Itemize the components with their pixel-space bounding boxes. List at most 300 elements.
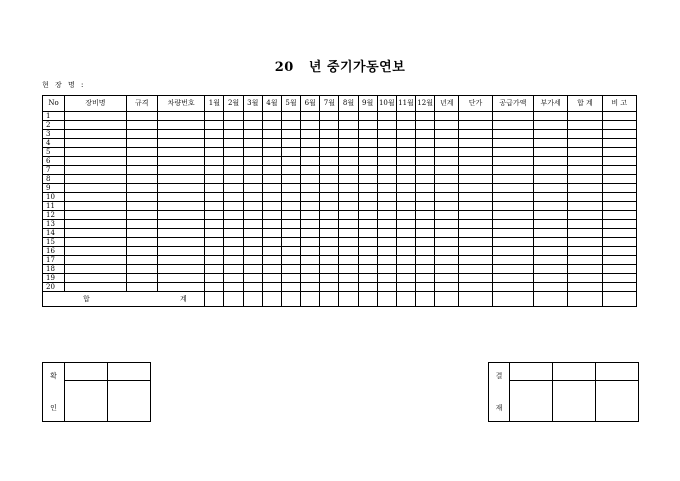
table-cell[interactable] [281,175,300,184]
table-cell[interactable] [243,184,262,193]
table-cell[interactable] [492,121,533,130]
table-cell[interactable] [377,283,396,292]
table-cell[interactable] [205,229,224,238]
table-cell[interactable] [320,202,339,211]
table-cell[interactable] [243,283,262,292]
table-cell[interactable] [243,157,262,166]
table-cell[interactable] [602,121,636,130]
approval-title-cell[interactable] [553,363,596,381]
table-cell[interactable] [320,148,339,157]
table-cell[interactable] [602,220,636,229]
table-cell[interactable] [301,274,320,283]
table-cell[interactable] [459,184,492,193]
table-cell[interactable] [157,112,204,121]
table-cell[interactable] [339,247,358,256]
table-cell[interactable] [602,229,636,238]
table-cell[interactable] [492,247,533,256]
table-cell[interactable] [301,175,320,184]
table-cell[interactable] [262,193,281,202]
table-cell[interactable] [459,283,492,292]
table-cell[interactable] [224,121,243,130]
table-cell[interactable] [568,166,602,175]
table-cell[interactable] [416,247,435,256]
table-cell[interactable] [262,229,281,238]
table-cell[interactable] [126,256,157,265]
table-cell[interactable] [224,220,243,229]
table-cell[interactable] [377,256,396,265]
table-cell[interactable] [281,283,300,292]
table-cell[interactable] [243,220,262,229]
table-cell[interactable] [534,130,568,139]
table-cell[interactable] [377,274,396,283]
table-cell[interactable] [157,265,204,274]
table-cell[interactable] [301,193,320,202]
table-cell[interactable] [602,247,636,256]
table-cell[interactable] [339,148,358,157]
table-cell[interactable] [301,130,320,139]
table-cell[interactable] [568,220,602,229]
table-cell[interactable] [301,247,320,256]
table-cell[interactable] [224,229,243,238]
table-cell[interactable] [126,274,157,283]
table-cell[interactable] [157,148,204,157]
table-cell[interactable] [534,193,568,202]
table-cell[interactable] [224,256,243,265]
table-cell[interactable] [396,229,415,238]
table-cell[interactable] [602,148,636,157]
confirm-title-cell[interactable] [108,363,151,381]
table-cell[interactable] [126,112,157,121]
table-cell[interactable] [435,184,459,193]
table-cell[interactable] [396,139,415,148]
table-cell[interactable] [435,202,459,211]
table-cell[interactable] [396,166,415,175]
table-cell[interactable] [126,184,157,193]
table-cell[interactable] [320,139,339,148]
table-cell[interactable] [358,184,377,193]
table-cell[interactable] [492,238,533,247]
table-cell[interactable] [157,193,204,202]
total-cell[interactable] [281,292,300,307]
table-cell[interactable] [224,112,243,121]
table-cell[interactable] [157,166,204,175]
table-cell[interactable] [65,265,127,274]
table-cell[interactable] [492,283,533,292]
table-cell[interactable] [416,220,435,229]
table-cell[interactable] [262,211,281,220]
table-cell[interactable] [243,130,262,139]
table-cell[interactable] [358,274,377,283]
table-cell[interactable] [243,265,262,274]
table-cell[interactable] [416,256,435,265]
confirm-sign-cell[interactable] [108,381,151,422]
table-cell[interactable] [358,112,377,121]
table-cell[interactable] [339,175,358,184]
table-cell[interactable] [320,211,339,220]
table-cell[interactable] [396,256,415,265]
table-cell[interactable] [224,265,243,274]
table-cell[interactable] [262,283,281,292]
table-cell[interactable] [126,121,157,130]
table-cell[interactable] [435,175,459,184]
table-cell[interactable] [435,238,459,247]
table-cell[interactable] [205,166,224,175]
table-cell[interactable] [459,193,492,202]
total-cell[interactable] [339,292,358,307]
table-cell[interactable] [339,238,358,247]
table-cell[interactable] [358,265,377,274]
table-cell[interactable] [126,148,157,157]
table-cell[interactable] [262,175,281,184]
table-cell[interactable] [435,130,459,139]
table-cell[interactable] [459,121,492,130]
table-cell[interactable] [358,247,377,256]
table-cell[interactable] [339,256,358,265]
table-cell[interactable] [157,184,204,193]
table-cell[interactable] [262,265,281,274]
table-cell[interactable] [358,211,377,220]
table-cell[interactable] [65,184,127,193]
table-cell[interactable] [339,112,358,121]
table-cell[interactable] [568,247,602,256]
table-cell[interactable] [243,202,262,211]
table-cell[interactable] [126,157,157,166]
table-cell[interactable] [281,166,300,175]
table-cell[interactable] [377,166,396,175]
table-cell[interactable] [459,175,492,184]
table-cell[interactable] [65,166,127,175]
table-cell[interactable] [205,283,224,292]
table-cell[interactable] [126,247,157,256]
table-cell[interactable] [435,121,459,130]
table-cell[interactable] [224,157,243,166]
approval-sign-cell[interactable] [553,381,596,422]
table-cell[interactable] [320,121,339,130]
table-cell[interactable] [377,121,396,130]
table-cell[interactable] [492,112,533,121]
table-cell[interactable] [65,202,127,211]
table-cell[interactable] [301,121,320,130]
table-cell[interactable] [281,139,300,148]
table-cell[interactable] [339,211,358,220]
table-cell[interactable] [126,202,157,211]
table-cell[interactable] [435,211,459,220]
table-cell[interactable] [416,184,435,193]
confirm-title-cell[interactable] [65,363,108,381]
table-cell[interactable] [396,238,415,247]
table-cell[interactable] [224,211,243,220]
table-cell[interactable] [243,211,262,220]
table-cell[interactable] [243,121,262,130]
table-cell[interactable] [126,211,157,220]
table-cell[interactable] [416,139,435,148]
table-cell[interactable] [301,220,320,229]
table-cell[interactable] [301,184,320,193]
table-cell[interactable] [339,220,358,229]
table-cell[interactable] [435,166,459,175]
table-cell[interactable] [320,220,339,229]
table-cell[interactable] [205,202,224,211]
table-cell[interactable] [224,130,243,139]
table-cell[interactable] [320,247,339,256]
total-cell[interactable] [396,292,415,307]
table-cell[interactable] [281,157,300,166]
table-cell[interactable] [301,112,320,121]
table-cell[interactable] [396,148,415,157]
total-cell[interactable] [243,292,262,307]
table-cell[interactable] [65,283,127,292]
approval-title-cell[interactable] [596,363,639,381]
table-cell[interactable] [157,256,204,265]
table-cell[interactable] [492,256,533,265]
table-cell[interactable] [568,211,602,220]
table-cell[interactable] [377,175,396,184]
table-cell[interactable] [339,202,358,211]
table-cell[interactable] [377,211,396,220]
table-cell[interactable] [157,283,204,292]
table-cell[interactable] [602,238,636,247]
table-cell[interactable] [224,283,243,292]
table-cell[interactable] [416,148,435,157]
total-cell[interactable] [377,292,396,307]
table-cell[interactable] [320,112,339,121]
approval-title-cell[interactable] [510,363,553,381]
table-cell[interactable] [243,175,262,184]
table-cell[interactable] [205,139,224,148]
table-cell[interactable] [358,139,377,148]
table-cell[interactable] [126,220,157,229]
table-cell[interactable] [396,112,415,121]
table-cell[interactable] [262,202,281,211]
table-cell[interactable] [157,121,204,130]
table-cell[interactable] [320,166,339,175]
table-cell[interactable] [435,157,459,166]
table-cell[interactable] [492,229,533,238]
table-cell[interactable] [320,256,339,265]
table-cell[interactable] [435,256,459,265]
confirm-sign-cell[interactable] [65,381,108,422]
table-cell[interactable] [281,220,300,229]
table-cell[interactable] [157,130,204,139]
table-cell[interactable] [492,139,533,148]
table-cell[interactable] [339,229,358,238]
table-cell[interactable] [320,157,339,166]
table-cell[interactable] [262,220,281,229]
table-cell[interactable] [65,211,127,220]
table-cell[interactable] [65,121,127,130]
total-cell[interactable] [262,292,281,307]
table-cell[interactable] [157,211,204,220]
table-cell[interactable] [568,238,602,247]
table-cell[interactable] [534,202,568,211]
table-cell[interactable] [281,274,300,283]
table-cell[interactable] [377,265,396,274]
table-cell[interactable] [339,157,358,166]
table-cell[interactable] [459,148,492,157]
table-cell[interactable] [281,184,300,193]
table-cell[interactable] [205,157,224,166]
table-cell[interactable] [126,238,157,247]
table-cell[interactable] [602,166,636,175]
table-cell[interactable] [435,229,459,238]
table-cell[interactable] [358,175,377,184]
table-cell[interactable] [602,184,636,193]
table-cell[interactable] [416,157,435,166]
table-cell[interactable] [205,148,224,157]
table-cell[interactable] [157,247,204,256]
table-cell[interactable] [534,184,568,193]
table-cell[interactable] [281,148,300,157]
table-cell[interactable] [262,121,281,130]
table-cell[interactable] [568,202,602,211]
table-cell[interactable] [492,184,533,193]
table-cell[interactable] [377,157,396,166]
table-cell[interactable] [301,229,320,238]
table-cell[interactable] [534,121,568,130]
table-cell[interactable] [126,193,157,202]
table-cell[interactable] [65,274,127,283]
table-cell[interactable] [205,193,224,202]
table-cell[interactable] [459,229,492,238]
table-cell[interactable] [492,166,533,175]
table-cell[interactable] [492,220,533,229]
approval-sign-cell[interactable] [510,381,553,422]
table-cell[interactable] [568,283,602,292]
table-cell[interactable] [281,265,300,274]
table-cell[interactable] [568,130,602,139]
table-cell[interactable] [459,211,492,220]
table-cell[interactable] [339,274,358,283]
table-cell[interactable] [396,283,415,292]
table-cell[interactable] [534,157,568,166]
table-cell[interactable] [459,139,492,148]
table-cell[interactable] [301,202,320,211]
table-cell[interactable] [65,148,127,157]
table-cell[interactable] [262,238,281,247]
table-cell[interactable] [262,184,281,193]
table-cell[interactable] [339,166,358,175]
table-cell[interactable] [435,283,459,292]
table-cell[interactable] [534,112,568,121]
table-cell[interactable] [205,175,224,184]
table-cell[interactable] [377,229,396,238]
table-cell[interactable] [534,247,568,256]
table-cell[interactable] [416,112,435,121]
table-cell[interactable] [301,265,320,274]
table-cell[interactable] [396,121,415,130]
table-cell[interactable] [492,175,533,184]
table-cell[interactable] [568,148,602,157]
table-cell[interactable] [281,202,300,211]
table-cell[interactable] [435,193,459,202]
table-cell[interactable] [435,265,459,274]
total-cell[interactable] [459,292,492,307]
table-cell[interactable] [339,265,358,274]
table-cell[interactable] [157,274,204,283]
total-cell[interactable] [435,292,459,307]
table-cell[interactable] [358,202,377,211]
table-cell[interactable] [157,238,204,247]
total-cell[interactable] [568,292,602,307]
table-cell[interactable] [65,112,127,121]
table-cell[interactable] [65,175,127,184]
table-cell[interactable] [568,265,602,274]
table-cell[interactable] [396,274,415,283]
table-cell[interactable] [65,130,127,139]
table-cell[interactable] [281,238,300,247]
table-cell[interactable] [358,193,377,202]
table-cell[interactable] [416,202,435,211]
table-cell[interactable] [459,157,492,166]
table-cell[interactable] [377,112,396,121]
table-cell[interactable] [377,148,396,157]
table-cell[interactable] [459,274,492,283]
table-cell[interactable] [65,238,127,247]
table-cell[interactable] [396,220,415,229]
table-cell[interactable] [301,148,320,157]
table-cell[interactable] [262,256,281,265]
total-cell[interactable] [358,292,377,307]
table-cell[interactable] [224,148,243,157]
table-cell[interactable] [416,283,435,292]
table-cell[interactable] [602,256,636,265]
table-cell[interactable] [358,121,377,130]
table-cell[interactable] [377,130,396,139]
table-cell[interactable] [243,238,262,247]
table-cell[interactable] [205,112,224,121]
approval-sign-cell[interactable] [596,381,639,422]
table-cell[interactable] [492,148,533,157]
table-cell[interactable] [126,265,157,274]
table-cell[interactable] [262,166,281,175]
table-cell[interactable] [262,157,281,166]
table-cell[interactable] [339,139,358,148]
table-cell[interactable] [358,256,377,265]
table-cell[interactable] [157,175,204,184]
table-cell[interactable] [459,238,492,247]
table-cell[interactable] [262,148,281,157]
table-cell[interactable] [65,256,127,265]
table-cell[interactable] [281,247,300,256]
table-cell[interactable] [459,130,492,139]
table-cell[interactable] [534,238,568,247]
table-cell[interactable] [396,247,415,256]
table-cell[interactable] [568,256,602,265]
table-cell[interactable] [126,283,157,292]
table-cell[interactable] [243,229,262,238]
table-cell[interactable] [534,166,568,175]
table-cell[interactable] [126,130,157,139]
table-cell[interactable] [320,175,339,184]
table-cell[interactable] [568,139,602,148]
table-cell[interactable] [224,139,243,148]
table-cell[interactable] [243,247,262,256]
table-cell[interactable] [224,274,243,283]
table-cell[interactable] [435,112,459,121]
table-cell[interactable] [126,166,157,175]
table-cell[interactable] [568,274,602,283]
table-cell[interactable] [435,220,459,229]
table-cell[interactable] [358,157,377,166]
table-cell[interactable] [243,274,262,283]
table-cell[interactable] [243,148,262,157]
table-cell[interactable] [377,247,396,256]
table-cell[interactable] [320,265,339,274]
table-cell[interactable] [602,130,636,139]
table-cell[interactable] [358,238,377,247]
table-cell[interactable] [416,166,435,175]
table-cell[interactable] [339,193,358,202]
